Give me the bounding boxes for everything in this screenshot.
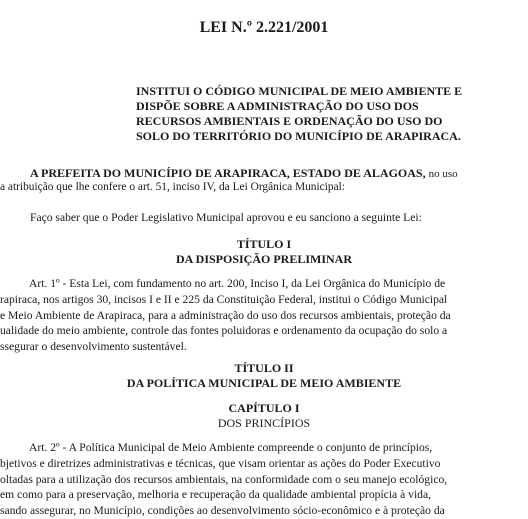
article-1-line: rapiraca, nos artigos 30, incisos I e II e 225 da Constituição Federal, institui o Código Municipal [0,292,448,306]
ementa-line: DISPÕE SOBRE A ADMINISTRAÇÃO DO USO DOS [136,99,419,113]
article-1-line: Art. 1º - Esta Lei, com fundamento no art. 200, Inciso I, da Lei Orgânica do Município de [29,277,446,290]
titulo-2-name: DA POLÍTICA MUNICIPAL DE MEIO AMBIENTE [126,376,402,390]
article-1-line: e Meio Ambiente de Arapiraca, para a administração do uso dos recursos ambientais, proteção da [0,308,451,322]
article-1-line: ualidade do meio ambiente, controle das fontes poluidoras e ordenamento da ocupação do solo a [0,324,448,338]
preamble-rest: no uso [428,168,458,180]
ementa [136,84,481,144]
article-2-line: em como para a preservação, melhoria e recuperação da qualidade ambiental propícia à vida, [0,488,432,502]
ementa-line: RECURSOS AMBIENTAIS E ORDENAÇÃO DO USO DO [136,114,443,128]
titulo-1-label: TÍTULO I [236,237,292,251]
capitulo-1-name: DOS PRINCÍPIOS [217,416,311,430]
capitulo-1-label: CAPÍTULO I [228,401,300,415]
preamble-author: A PREFEITA DO MUNICÍPIO DE ARAPIRACA, ESTADO DE ALAGOAS, [30,166,426,180]
article-2-line: Art. 2º - A Política Municipal de Meio Ambiente compreende o conjunto de princípios, [29,441,433,454]
article-2 [0,440,524,519]
article-1 [0,276,524,355]
article-2-line: sando assegurar, no Município, condições ao desenvolvimento sócio-econômico e à proteção da [0,504,445,518]
titulo-1-name: DA DISPOSIÇÃO PRELIMINAR [175,252,353,266]
ementa-line: INSTITUI O CÓDIGO MUNICIPAL DE MEIO AMBIENTE E [136,84,463,98]
article-2-line: bjetivos e diretrizes administrativas e técnicas, que visam orientar as ações do Poder Executivo [0,456,441,470]
titulo-2-label: TÍTULO II [234,361,294,375]
preamble-line-2: a atribuição que lhe confere o art. 51, inciso IV, da Lei Orgânica Municipal: [0,181,345,193]
proclamation: Faço saber que o Poder Legislativo Municipal aprovou e eu sanciono a seguinte Lei: [30,211,422,224]
article-1-line: ssegurar o desenvolvimento sustentável. [0,340,187,354]
law-title: LEI N.º 2.221/2001 [199,19,329,36]
article-2-line: oltadas para a utilização dos recursos ambientais, na conformidade com o seu manejo ecológico, [0,472,448,486]
preamble-line-1 [30,166,458,181]
ementa-line: SOLO DO TERRITÓRIO DO MUNICÍPIO DE ARAPIRACA. [136,129,461,143]
